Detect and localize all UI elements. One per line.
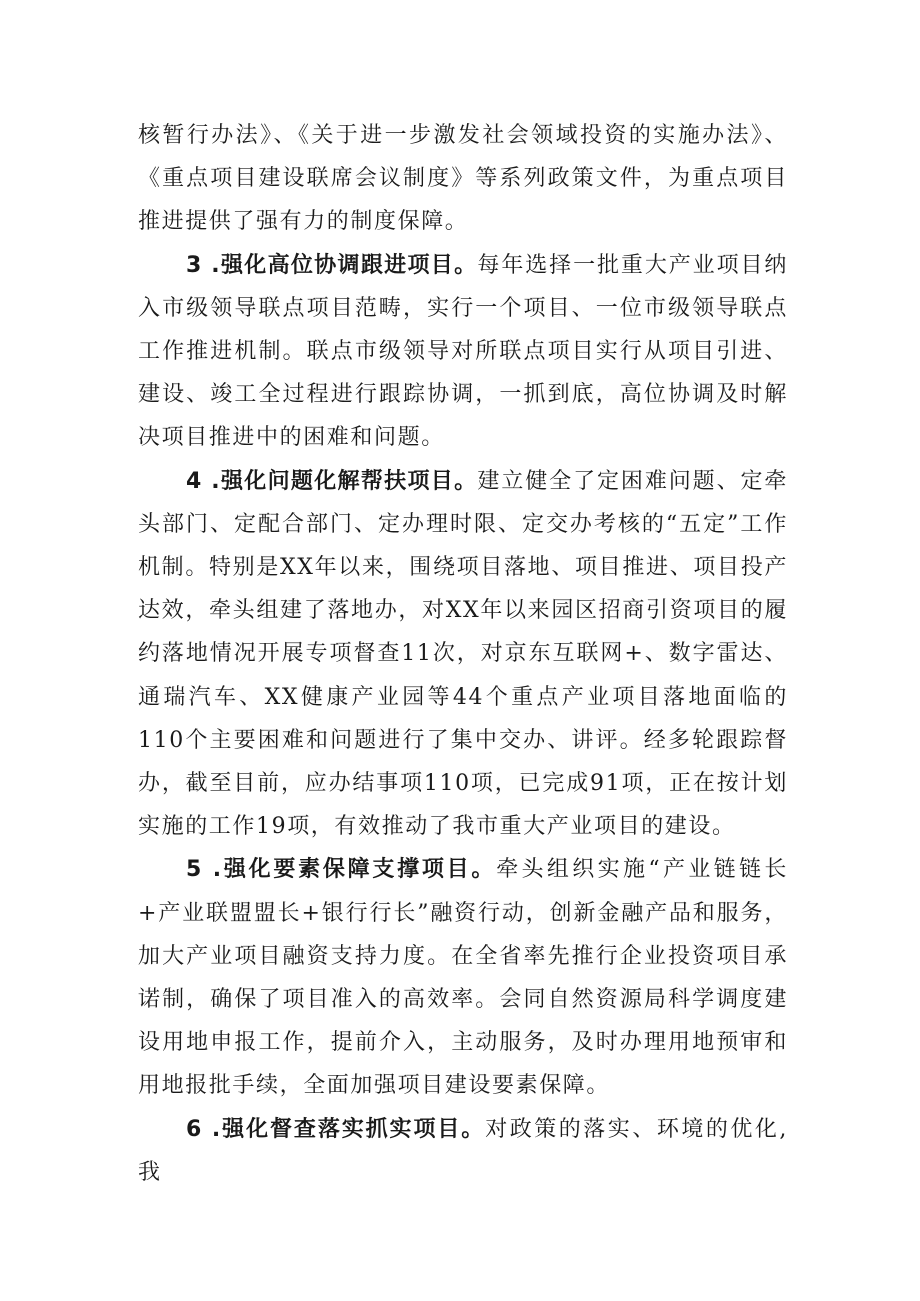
- paragraph-body: 牵头组织实施“产业链链长+产业联盟盟长+银行行长”融资行动，创新金融产品和服务，加大产业项目融资支持力度。在全省率先推行企业投资项目承诺制，确保了项目准入的高效率。会同自然资源局科学调度建设用地申报工作，提前介入，主动服务，及时办理用地预审和用地报批手续，全面加强项目建设要素保障。: [138, 857, 789, 1099]
- paragraph-heading: 6 .强化督查落实抓实项目。: [186, 1116, 486, 1142]
- paragraph-body: 对政策的落实、环境的优化,我: [138, 1116, 789, 1185]
- paragraph-continuation: [138, 114, 788, 244]
- paragraph-body: 核暂行办法》、《关于进一步激发社会领域投资的实施办法》、《重点项目建设联席会议制度》等系列政策文件，为重点项目推进提供了强有力的制度保障。: [138, 123, 788, 235]
- paragraph-heading: 4 .强化问题化解帮扶项目。: [186, 468, 478, 494]
- document-body: [138, 114, 788, 1194]
- paragraph-item-6: [138, 1108, 788, 1194]
- paragraph-item-4: [138, 460, 788, 849]
- paragraph-body: 建立健全了定困难问题、定牵头部门、定配合部门、定办理时限、定交办考核的“五定”工作机制。特别是XX年以来，围绕项目落地、项目推进、项目投产达效，牵头组建了落地办，对XX年以来园区招商引资项目的履约落地情况开展专项督查11次，对京东互联网+、数字雷达、通瑞汽车、XX健康产业园等44个重点产业项目落地面临的110个主要困难和问题进行了集中交办、讲评。经多轮跟踪督办，截至目前，应办结事项110项，已完成91项，正在按计划实施的工作19项，有效推动了我市重大产业项目的建设。: [138, 468, 788, 840]
- paragraph-heading: 3 .强化高位协调跟进项目。: [186, 252, 478, 278]
- paragraph-body: 每年选择一批重大产业项目纳入市级领导联点项目范畴，实行一个项目、一位市级领导联点工作推进机制。联点市级领导对所联点项目实行从项目引进、建设、竣工全过程进行跟踪协调，一抓到底，高位协调及时解决项目推进中的困难和问题。: [138, 252, 788, 451]
- paragraph-item-5: [138, 848, 788, 1107]
- paragraph-heading: 5 .强化要素保障支撑项目。: [186, 857, 497, 883]
- paragraph-item-3: [138, 244, 788, 460]
